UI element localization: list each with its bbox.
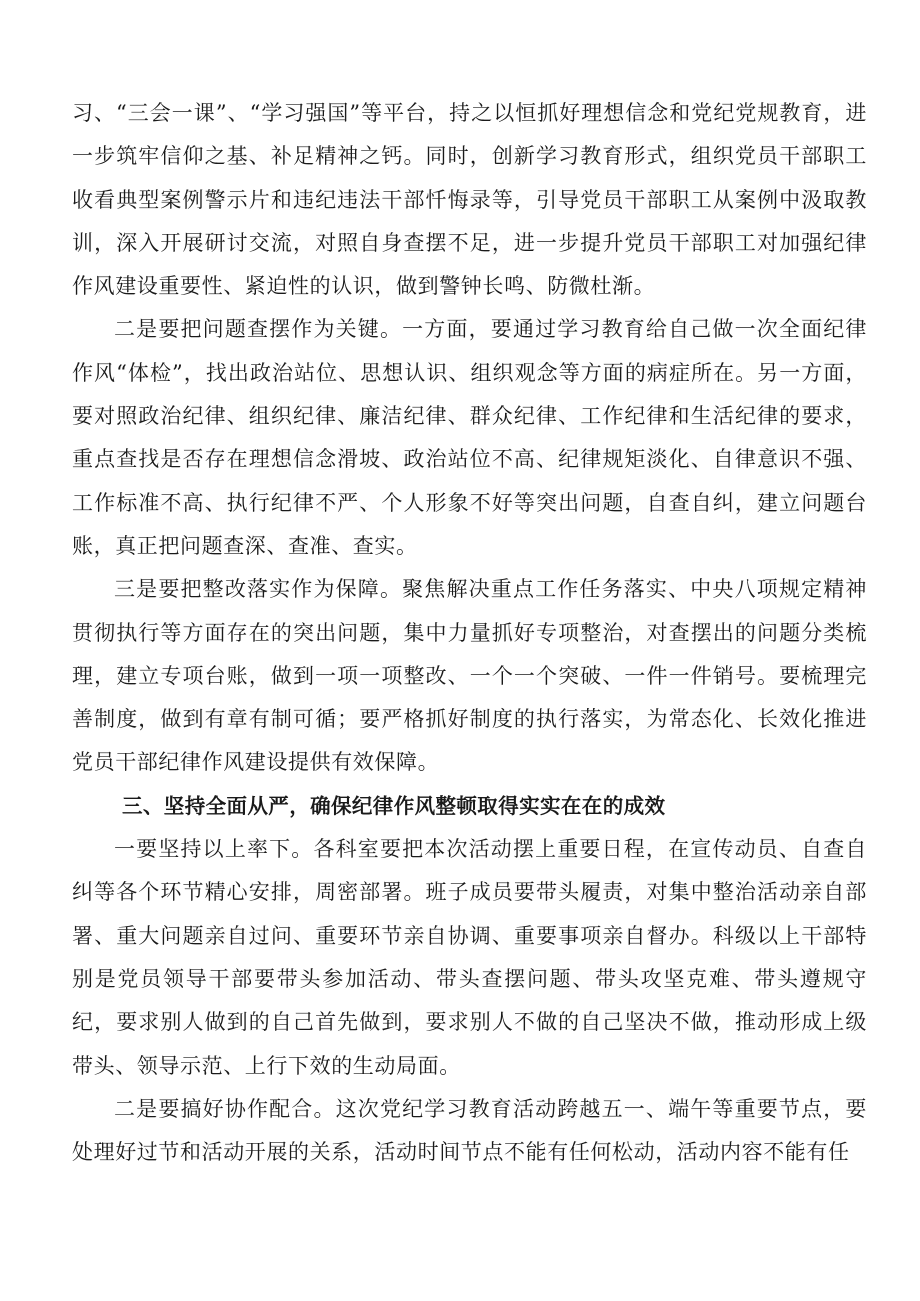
paragraph-rectification: 三是要把整改落实作为保障。聚焦解决重点工作任务落实、中央八项规定精神贯彻执行等方面存在的突出问题，集中力量抓好专项整治，对查摆出的问题分类梳理，建立专项台账，做到一项一项整改、一个一个突破、一件一件销号。要梳理完善制度，做到有章有制可循；要严格抓好制度的执行落实，为常态化、长效化推进党员干部纪律作风建设提供有效保障。 (72, 577, 867, 775)
paragraph-problem-check: 二是要把问题查摆作为关键。一方面，要通过学习教育给自己做一次全面纪律作风“体检”，找出政治站位、思想认识、组织观念等方面的病症所在。另一方面，要对照政治纪律、组织纪律、廉洁纪律、群众纪律、工作纪律和生活纪律的要求，重点查找是否存在理想信念滑坡、政治站位不高、纪律规矩淡化、自律意识不强、工作标准不高、执行纪律不严、个人形象不好等突出问题，自查自纠，建立问题台账，真正把问题查深、查准、查实。 (72, 317, 867, 558)
paragraph-continuation: 习、“三会一课”、“学习强国”等平台，持之以恒抓好理想信念和党纪党规教育，进一步筑牢信仰之基、补足精神之钙。同时，创新学习教育形式，组织党员干部职工收看典型案例警示片和违纪违法干部忏悔录等，引导党员干部职工从案例中汲取教训，深入开展研讨交流，对照自身查摆不足，进一步提升党员干部职工对加强纪律作风建设重要性、紧迫性的认识，做到警钟长鸣、防微杜渐。 (72, 101, 867, 299)
section-heading: 三、坚持全面从严，确保纪律作风整顿取得实实在在的成效 (122, 793, 666, 818)
paragraph-coordination: 二是要搞好协作配合。这次党纪学习教育活动跨越五一、端午等重要节点，要处理好过节和活动开展的关系，活动时间节点不能有任何松动，活动内容不能有任 (72, 1096, 867, 1165)
document-page (72, 92, 867, 1174)
paragraph-lead-by-example: 一要坚持以上率下。各科室要把本次活动摆上重要日程，在宣传动员、自查自纠等各个环节精心安排，周密部署。班子成员要带头履责，对集中整治活动亲自部署、重大问题亲自过问、重要环节亲自协调、重要事项亲自督办。科级以上干部特别是党员领导干部要带头参加活动、带头查摆问题、带头攻坚克难、带头遵规守纪，要求别人做到的自己首先做到，要求别人不做的自己坚决不做，推动形成上级带头、领导示范、上行下效的生动局面。 (72, 837, 867, 1078)
